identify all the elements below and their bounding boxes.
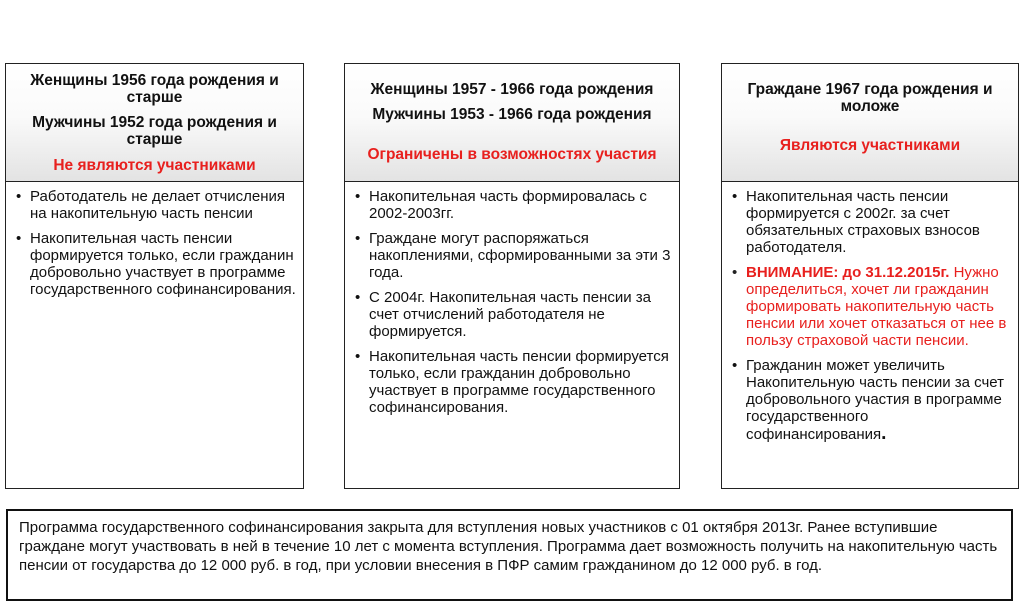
status-label: Ограничены в возможностях участия — [367, 146, 657, 163]
list-item: • С 2004г. Накопительная часть пенсии за счет отчислений работодателя не формируется. — [355, 289, 673, 340]
column-header — [722, 64, 1018, 182]
column-younger-generation — [721, 63, 1019, 489]
heading-women: Женщины 1957 - 1966 года рождения — [370, 81, 654, 98]
info-list — [345, 182, 679, 416]
list-item: • Накопительная часть пенсии формируется только, если гражданин добровольно участвует в программе государственного софинансирования. — [355, 348, 673, 416]
warning-text: Нужно определиться, хочет ли гражданин формировать накопительную часть пенсии или хочет отказаться от нее в пользу страховой части пенсии. — [746, 264, 1007, 349]
warning-item — [732, 264, 1012, 349]
program-note: Программа государственного софинансирования закрыта для вступления новых участников с 01 октября 2013г. Ранее вступившие граждане могут участвовать в ней в течение 10 лет с момента вступления. Программа дает возможность получить на накопительную часть пенсии от государства до 12 000 руб. в год, при условии внесения в ПФР самим гражданином до 12 000 руб. в год. — [6, 509, 1013, 601]
list-item: • Граждане могут распоряжаться накоплениями, сформированными за эти 3 года. — [355, 230, 673, 281]
list-item: • Накопительная часть пенсии формируется с 2002г. за счет обязательных страховых взносов работодателя. — [732, 188, 1012, 256]
column-header — [345, 64, 679, 182]
column-middle-generation — [344, 63, 680, 489]
status-label: Являются участниками — [779, 137, 961, 154]
heading-men: Мужчины 1953 - 1966 года рождения — [372, 106, 652, 123]
list-item: • Работодатель не делает отчисления на накопительную часть пенсии — [16, 188, 297, 222]
list-item-text: Гражданин может увеличить Накопительную часть пенсии за счет добровольного участия в программе государственного софинансирования — [746, 357, 1004, 443]
warning-lead: ВНИМАНИЕ: до 31.12.2015г. — [746, 264, 950, 281]
list-item — [732, 357, 1012, 443]
heading-women: Женщины 1956 года рождения и старше — [30, 72, 279, 106]
status-label: Не являются участниками — [53, 157, 256, 174]
list-item: • Накопительная часть пенсии формируется только, если гражданин добровольно участвует в программе государственного софинансирования. — [16, 230, 297, 298]
info-list — [722, 182, 1018, 443]
heading-men: Мужчины 1952 года рождения и старше — [32, 114, 277, 148]
heading-citizens: Граждане 1967 года рождения и моложе — [747, 81, 993, 115]
column-header — [6, 64, 303, 182]
column-older-generation — [5, 63, 304, 489]
list-item: • Накопительная часть формировалась с 2002-2003гг. — [355, 188, 673, 222]
list-item-end: . — [881, 423, 887, 444]
info-list — [6, 182, 303, 298]
